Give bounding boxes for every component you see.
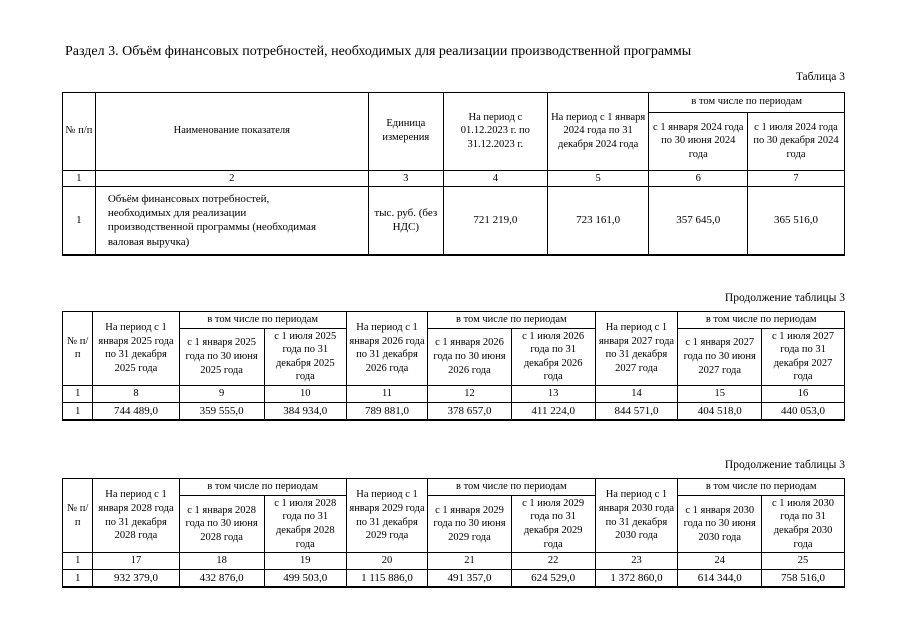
column-number-row (63, 386, 845, 403)
header-half2-2026: с 1 июля 2026 года по 31 декабря 2026 года (511, 328, 595, 386)
column-number-cell: 16 (762, 386, 845, 403)
value-cell: 432 876,0 (179, 570, 264, 588)
value-cell: 411 224,0 (511, 402, 595, 420)
value-cell: 359 555,0 (179, 402, 264, 420)
header-period-2025: На период с 1 января 2025 года по 31 декабря 2025 года (93, 311, 179, 386)
header-num: № п/п (63, 478, 93, 553)
value-cell: 1 372 860,0 (595, 570, 678, 588)
header-period-2027: На период с 1 января 2027 года по 31 декабря 2027 года (595, 311, 678, 386)
table-3-continuation-1 (62, 311, 845, 422)
column-number-cell: 24 (678, 553, 762, 570)
column-number-cell: 4 (443, 170, 547, 187)
value-cell: 404 518,0 (678, 402, 762, 420)
header-half2-2030: с 1 июля 2030 года по 31 декабря 2030 года (762, 495, 845, 553)
table-3-continuation-2 (62, 478, 845, 589)
header-period-2024: На период с 1 января 2024 года по 31 декабря 2024 года (547, 92, 649, 170)
data-row (63, 570, 845, 588)
header-including-2026: в том числе по периодам (428, 311, 595, 328)
value-cell: 378 657,0 (428, 402, 512, 420)
header-half1-2030: с 1 января 2030 года по 30 июня 2030 года (678, 495, 762, 553)
table-row (63, 328, 845, 386)
column-number-cell: 9 (179, 386, 264, 403)
value-cell: 932 379,0 (93, 570, 179, 588)
value-cell: 440 053,0 (762, 402, 845, 420)
value-cell: 844 571,0 (595, 402, 678, 420)
column-number-cell: 19 (264, 553, 346, 570)
table-row (63, 311, 845, 328)
column-number-cell: 8 (93, 386, 179, 403)
unit-cell: тыс. руб. (без НДС) (368, 187, 443, 255)
value-cell: 789 881,0 (346, 402, 427, 420)
header-including-2025: в том числе по периодам (179, 311, 346, 328)
table-3-continuation-2-caption: Продолжение таблицы 3 (724, 459, 845, 472)
column-number-cell: 12 (428, 386, 512, 403)
column-number-cell: 25 (762, 553, 845, 570)
row-num-cell: 1 (63, 570, 93, 588)
column-number-cell: 18 (179, 553, 264, 570)
value-cell: 384 934,0 (264, 402, 346, 420)
header-including-2027: в том числе по периодам (678, 311, 845, 328)
column-number-cell: 5 (547, 170, 649, 187)
header-unit: Единица измерения (368, 92, 443, 170)
header-half1-2028: с 1 января 2028 года по 30 июня 2028 года (179, 495, 264, 553)
column-number-row (63, 170, 845, 187)
table-row (63, 478, 845, 495)
value-cell: 499 503,0 (264, 570, 346, 588)
data-row (63, 187, 845, 255)
column-number-cell: 1 (63, 170, 96, 187)
column-number-cell: 21 (428, 553, 512, 570)
value-cell: 614 344,0 (678, 570, 762, 588)
value-cell: 624 529,0 (511, 570, 595, 588)
header-period-2026: На период с 1 января 2026 года по 31 декабря 2026 года (346, 311, 427, 386)
table-3-continuation-1-caption: Продолжение таблицы 3 (724, 291, 845, 304)
column-number-cell: 22 (511, 553, 595, 570)
value-cell: 1 115 886,0 (346, 570, 427, 588)
column-number-cell: 3 (368, 170, 443, 187)
table-row (63, 495, 845, 553)
table-3-caption: Таблица 3 (795, 70, 845, 83)
section-title: Раздел 3. Объём финансовых потребностей, необходимых для реализации производственной программы (65, 44, 692, 59)
column-number-cell: 7 (748, 170, 845, 187)
value-cell: 723 161,0 (547, 187, 649, 255)
header-half1-2026: с 1 января 2026 года по 30 июня 2026 года (428, 328, 512, 386)
header-half1-2025: с 1 января 2025 года по 30 июня 2025 года (179, 328, 264, 386)
header-half1-2029: с 1 января 2029 года по 30 июня 2029 года (428, 495, 512, 553)
header-num: № п/п (63, 92, 96, 170)
column-number-cell: 10 (264, 386, 346, 403)
header-half2-2027: с 1 июля 2027 года по 31 декабря 2027 года (762, 328, 845, 386)
header-including-2028: в том числе по периодам (179, 478, 346, 495)
header-half1-2027: с 1 января 2027 года по 30 июня 2027 года (678, 328, 762, 386)
table-row (63, 92, 845, 112)
indicator-cell: Объём финансовых потребностей, необходимых для реализации производственной программы (необходимая валовая выручка) (95, 187, 368, 255)
column-number-cell: 20 (346, 553, 427, 570)
column-number-cell: 1 (63, 386, 93, 403)
header-num: № п/п (63, 311, 93, 386)
column-number-cell: 2 (95, 170, 368, 187)
header-period-2030: На период с 1 января 2030 года по 31 декабря 2030 года (595, 478, 678, 553)
header-period-dec-2023: На период с 01.12.2023 г. по 31.12.2023 г. (443, 92, 547, 170)
column-number-cell: 6 (649, 170, 748, 187)
column-number-cell: 13 (511, 386, 595, 403)
value-cell: 365 516,0 (748, 187, 845, 255)
header-half1-2024: с 1 января 2024 года по 30 июня 2024 года (649, 112, 748, 170)
header-including-2029: в том числе по периодам (428, 478, 595, 495)
header-half2-2028: с 1 июля 2028 года по 31 декабря 2028 года (264, 495, 346, 553)
column-number-cell: 14 (595, 386, 678, 403)
header-including-2030: в том числе по периодам (678, 478, 845, 495)
header-half2-2024: с 1 июля 2024 года по 30 декабря 2024 года (748, 112, 845, 170)
value-cell: 357 645,0 (649, 187, 748, 255)
column-number-row (63, 553, 845, 570)
header-half2-2025: с 1 июля 2025 года по 31 декабря 2025 года (264, 328, 346, 386)
column-number-cell: 23 (595, 553, 678, 570)
value-cell: 758 516,0 (762, 570, 845, 588)
column-number-cell: 15 (678, 386, 762, 403)
column-number-cell: 17 (93, 553, 179, 570)
header-period-2029: На период с 1 января 2029 года по 31 декабря 2029 года (346, 478, 427, 553)
table-3-main (62, 92, 845, 256)
row-num-cell: 1 (63, 187, 96, 255)
header-half2-2029: с 1 июля 2029 года по 31 декабря 2029 года (511, 495, 595, 553)
column-number-cell: 11 (346, 386, 427, 403)
column-number-cell: 1 (63, 553, 93, 570)
value-cell: 721 219,0 (443, 187, 547, 255)
header-indicator: Наименование показателя (95, 92, 368, 170)
header-period-2028: На период с 1 января 2028 года по 31 декабря 2028 года (93, 478, 179, 553)
row-num-cell: 1 (63, 402, 93, 420)
value-cell: 491 357,0 (428, 570, 512, 588)
data-row (63, 402, 845, 420)
value-cell: 744 489,0 (93, 402, 179, 420)
header-including: в том числе по периодам (649, 92, 845, 112)
